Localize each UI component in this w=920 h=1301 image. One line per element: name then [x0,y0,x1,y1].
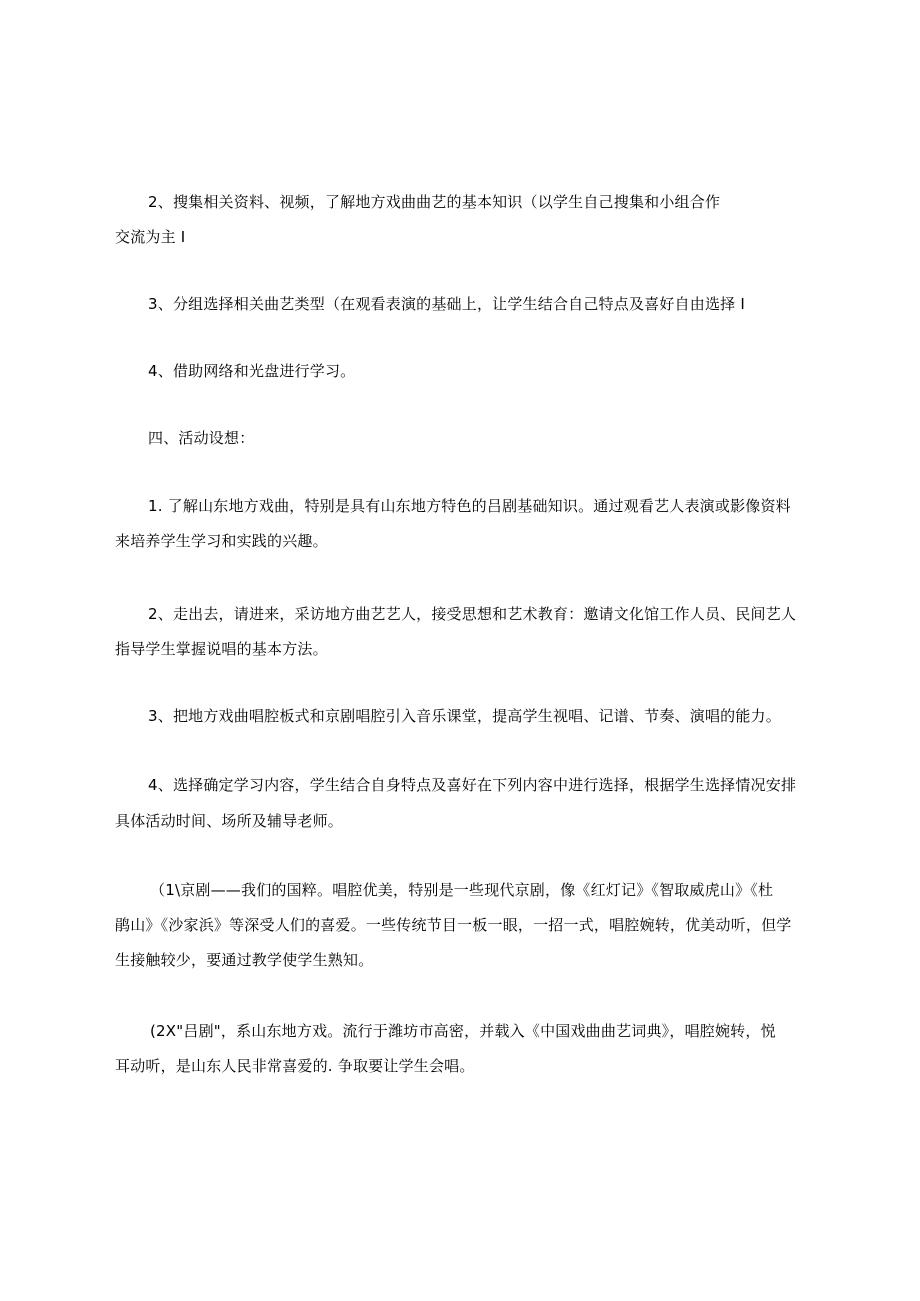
idea-4-line-2: 具体活动时间、场所及辅导老师。 [115,812,344,830]
section-heading: 四、活动设想： [148,429,255,447]
idea-1-line-1: 1. 了解山东地方戏曲，特别是具有山东地方特色的吕剧基础知识。通过观看艺人表演或影像资料 [148,497,791,515]
paragraph-network-line-1: 4、借助网络和光盘进行学习。 [148,362,356,380]
idea-2-line-1: 2、走出去，请进来，采访地方曲艺艺人，接受思想和艺术教育：邀请文化馆工作人员、民间艺人 [148,605,797,623]
paragraph-collect-line-1: 2、搜集相关资料、视频，了解地方戏曲曲艺的基本知识（以学生自己搜集和小组合作 [148,193,721,211]
paragraph-group-line-1: 3、分组选择相关曲艺类型（在观看表演的基础上，让学生结合自己特点及喜好自由选择 I [148,295,745,313]
content-2-line-2: 耳动听，是山东人民非常喜爱的. 争取要让学生会唱。 [115,1057,475,1075]
idea-4-line-1: 4、选择确定学习内容，学生结合自身特点及喜好在下列内容中进行选择，根据学生选择情况安排 [148,776,797,794]
idea-2-line-2: 指导学生掌握说唱的基本方法。 [115,640,328,658]
content-1-line-1: （1\京剧——我们的国粹。唱腔优美，特别是一些现代京剧，像《红灯记》《智取威虎山》《杜 [150,881,774,899]
content-1-line-3: 生接触较少，要通过教学使学生熟知。 [115,951,374,969]
idea-1-line-2: 来培养学生学习和实践的兴趣。 [115,532,328,550]
idea-3-line-1: 3、把地方戏曲唱腔板式和京剧唱腔引入音乐课堂，提高学生视唱、记谱、节奏、演唱的能力。 [148,707,781,725]
content-1-line-2: 鹃山》《沙家浜》等深受人们的喜爱。一些传统节目一板一眼，一招一式，唱腔婉转，优美动听，但学 [115,916,792,934]
paragraph-collect-line-2: 交流为主 I [115,228,186,246]
content-2-line-1: (2X"吕剧"，系山东地方戏。流行于潍坊市高密，并载入《中国戏曲曲艺词典》，唱腔婉转，悦 [150,1022,776,1040]
